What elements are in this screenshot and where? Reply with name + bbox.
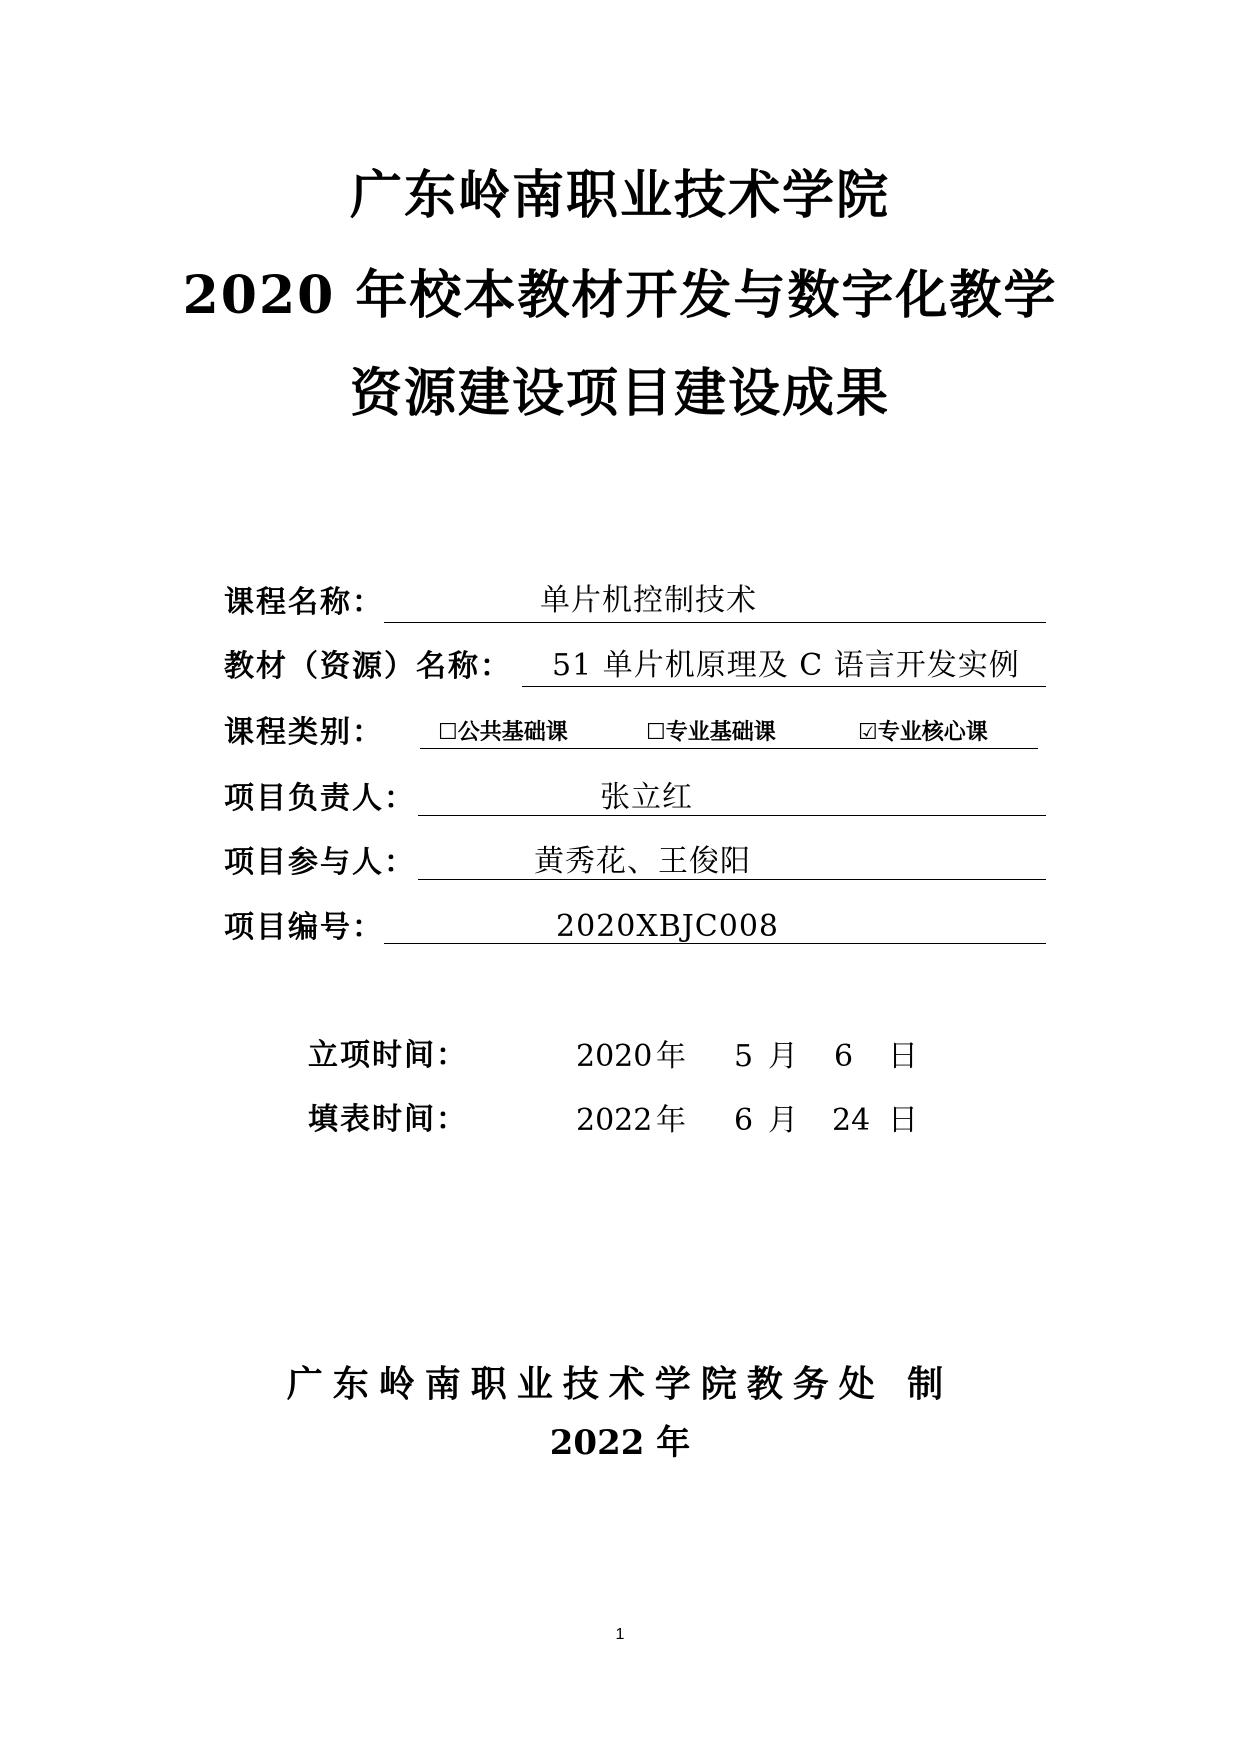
project-members-underline xyxy=(418,879,1046,880)
title-line-2: 2020 年校本教材开发与数字化教学 xyxy=(182,265,1058,326)
category-option-label: 专业核心课 xyxy=(877,720,988,745)
title-line-1: 广东岭南职业技术学院 xyxy=(349,165,890,226)
approval-day-unit: 日 xyxy=(888,1039,918,1074)
fill-day-unit: 日 xyxy=(888,1103,918,1138)
textbook-name-label: 教材（资源）名称： xyxy=(224,649,512,684)
title-line-3: 资源建设项目建设成果 xyxy=(349,363,890,424)
project-leader-label: 项目负责人： xyxy=(224,781,416,816)
approval-year-unit: 年 xyxy=(656,1039,686,1074)
checkbox-unchecked-icon[interactable]: ☐ xyxy=(646,720,666,745)
checkbox-unchecked-icon[interactable]: ☐ xyxy=(438,720,458,745)
project-number-label: 项目编号： xyxy=(224,910,384,945)
fill-month: 6 xyxy=(734,1103,754,1138)
category-option-professional-basic[interactable] xyxy=(646,722,776,744)
textbook-name-value: 51 单片机原理及 C 语言开发实例 xyxy=(552,648,1020,683)
approval-month: 5 xyxy=(734,1039,754,1074)
course-name-underline xyxy=(384,622,1046,623)
fill-date-label: 填表时间： xyxy=(308,1102,468,1137)
approval-day: 6 xyxy=(834,1039,854,1074)
category-option-public-basic[interactable] xyxy=(438,722,568,744)
fill-day: 24 xyxy=(832,1103,871,1138)
course-name-label: 课程名称： xyxy=(224,585,384,620)
footer-year: 2022 年 xyxy=(549,1423,691,1463)
project-leader-underline xyxy=(418,815,1046,816)
category-option-professional-core[interactable] xyxy=(858,722,988,744)
course-category-underline xyxy=(420,748,1038,749)
course-category-label: 课程类别： xyxy=(224,715,384,750)
fill-year-unit: 年 xyxy=(656,1103,686,1138)
textbook-name-underline xyxy=(522,686,1046,687)
footer-issuer: 广东岭南职业技术学院教务处 制 xyxy=(286,1363,954,1405)
checkbox-checked-icon[interactable]: ☑ xyxy=(858,720,878,745)
category-option-label: 公共基础课 xyxy=(457,720,568,745)
project-members-value: 黄秀花、王俊阳 xyxy=(534,844,751,879)
project-number-value: 2020XBJC008 xyxy=(556,909,779,944)
project-number-underline xyxy=(384,943,1046,944)
project-leader-value: 张立红 xyxy=(600,780,693,815)
course-name-value: 单片机控制技术 xyxy=(540,583,757,618)
fill-year: 2022 xyxy=(576,1103,653,1138)
project-members-label: 项目参与人： xyxy=(224,845,416,880)
category-option-label: 专业基础课 xyxy=(665,720,776,745)
approval-year: 2020 xyxy=(576,1039,653,1074)
page-number: 1 xyxy=(615,1626,625,1643)
fill-month-unit: 月 xyxy=(768,1103,798,1138)
approval-month-unit: 月 xyxy=(768,1039,798,1074)
approval-date-label: 立项时间： xyxy=(308,1038,468,1073)
